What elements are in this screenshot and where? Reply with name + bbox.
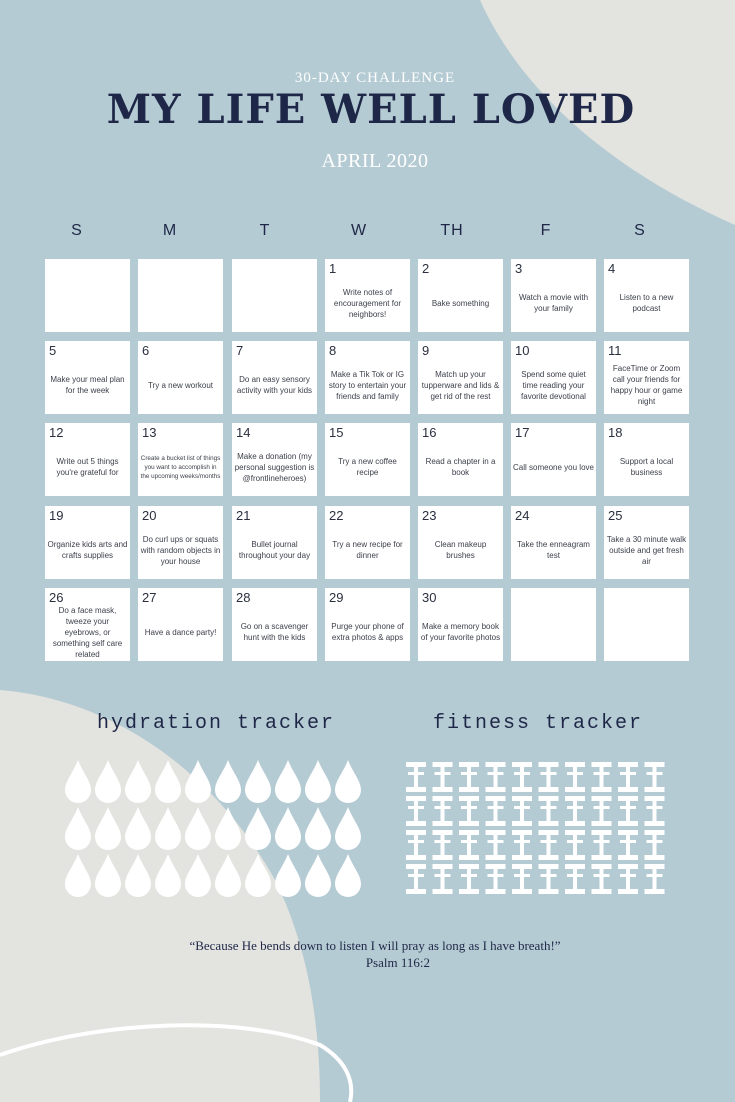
calendar-day[interactable] [325,588,410,661]
day-activity: Do an easy sensory activity with your kids [236,375,313,395]
day-activity: Make a Tik Tok or IG story to entertain your friends and family [328,369,407,401]
day-activity: Read a chapter in a book [425,457,496,477]
calendar-day[interactable] [511,423,596,496]
challenge-subtitle: 30-DAY CHALLENGE [294,70,456,86]
calendar-cell-empty [45,259,130,332]
day-number: 6 [142,343,150,358]
calendar-day[interactable] [45,506,130,579]
calendar-day[interactable] [45,588,130,661]
calendar-day[interactable] [232,341,317,414]
day-number: 11 [608,343,622,358]
day-activity: Write out 5 things you're grateful for [56,457,119,477]
calendar-day[interactable] [232,423,317,496]
day-activity: Match up your tupperware and lids & get rid of the rest [421,369,500,401]
day-activity: Organize kids arts and crafts supplies [47,540,128,560]
calendar-day[interactable] [418,423,503,496]
calendar-day[interactable] [418,259,503,332]
day-number: 27 [142,590,157,605]
day-number: 13 [142,425,157,440]
calendar-day[interactable] [138,341,223,414]
calendar-day[interactable] [45,423,130,496]
day-number: 10 [515,343,530,358]
day-number: 29 [329,590,344,605]
calendar-day[interactable] [232,588,317,661]
hydration-tracker-title: hydration tracker [97,712,336,735]
day-number: 4 [608,261,616,276]
day-activity: Listen to a new podcast [619,293,674,313]
weekday-sunday: S [71,222,83,239]
day-activity: Make your meal plan for the week [50,375,125,395]
calendar-cell-empty [232,259,317,332]
day-activity: Call someone you love [513,462,594,472]
day-number: 19 [49,508,64,523]
day-activity: Try a new recipe for dinner [332,540,403,560]
day-activity: Make a memory book of your favorite photos [420,622,501,642]
day-number: 15 [329,425,344,440]
day-number: 9 [422,343,430,358]
day-activity: Do curl ups or squats with random objects in your house [140,534,221,566]
day-activity: Support a local business [619,457,674,477]
quote-text: “Because He bends down to listen I will pray as long as I have breath!” [189,938,561,953]
day-number: 1 [329,261,337,276]
calendar-day[interactable] [511,259,596,332]
day-activity: Clean makeup brushes [434,540,487,560]
calendar-day[interactable] [232,506,317,579]
day-number: 21 [236,508,251,523]
calendar-day[interactable] [418,341,503,414]
calendar-day[interactable] [325,259,410,332]
month-label: APRIL 2020 [321,150,429,172]
weekday-friday: F [540,222,552,239]
day-number: 14 [236,425,251,440]
calendar-day[interactable] [418,588,503,661]
weekday-saturday: S [634,222,646,239]
day-number: 16 [422,425,437,440]
quote-reference: Psalm 116:2 [365,955,430,970]
calendar-day[interactable] [138,423,223,496]
calendar-day[interactable] [325,341,410,414]
calendar-day[interactable] [138,506,223,579]
day-activity: FaceTime or Zoom call your friends for happy hour or game night [610,364,683,406]
day-number: 25 [608,508,623,523]
calendar-day[interactable] [604,341,689,414]
weekday-monday: M [162,222,178,239]
day-number: 18 [608,425,623,440]
day-number: 22 [329,508,344,523]
calendar-day[interactable] [325,423,410,496]
calendar-day[interactable] [604,423,689,496]
day-activity: Spend some quiet time reading your favorite devotional [521,369,586,401]
calendar-day[interactable] [604,259,689,332]
calendar-day[interactable] [604,506,689,579]
day-number: 20 [142,508,157,523]
day-activity: Take a 30 minute walk outside and get fresh air [606,534,687,566]
calendar-day[interactable] [45,341,130,414]
day-activity: Have a dance party! [144,627,217,637]
page-title: MY LIFE WELL LOVED [106,86,636,133]
day-number: 8 [329,343,337,358]
day-activity: Write notes of encouragement for neighbors! [333,287,402,319]
day-number: 24 [515,508,530,523]
day-activity: Purge your phone of extra photos & apps [331,622,404,642]
day-number: 5 [49,343,57,358]
day-number: 7 [236,343,244,358]
calendar-day[interactable] [511,341,596,414]
calendar-day[interactable] [511,506,596,579]
calendar-day[interactable] [138,588,223,661]
day-number: 12 [49,425,64,440]
day-activity: Try a new coffee recipe [338,457,397,477]
calendar-day[interactable] [418,506,503,579]
day-number: 3 [515,261,523,276]
weekday-tuesday: T [259,222,271,239]
calendar-day[interactable] [325,506,410,579]
fitness-tracker-title: fitness tracker [433,712,644,735]
day-number: 28 [236,590,251,605]
day-activity: Do a face mask, tweeze your eyebrows, or something self care related [52,605,123,659]
day-activity: Bake something [431,298,490,308]
calendar-cell-empty [511,588,596,661]
weekday-thursday: TH [440,222,464,239]
weekday-wednesday: W [350,222,368,239]
day-activity: Bullet journal throughout your day [238,540,311,560]
day-number: 2 [422,261,430,276]
calendar-cell-empty [604,588,689,661]
day-activity: Watch a movie with your family [518,293,589,313]
day-number: 17 [515,425,530,440]
day-number: 30 [422,590,437,605]
day-activity: Create a bucket list of things you want to accomplish in the upcoming weeks/months [140,454,221,480]
day-number: 26 [49,590,64,605]
day-number: 23 [422,508,437,523]
day-activity: Take the enneagram test [517,540,590,560]
calendar-cell-empty [138,259,223,332]
day-activity: Go on a scavenger hunt with the kids [240,622,309,642]
day-activity: Make a donation (my personal suggestion is @frontlineheroes) [234,451,315,483]
day-activity: Try a new workout [147,380,214,390]
